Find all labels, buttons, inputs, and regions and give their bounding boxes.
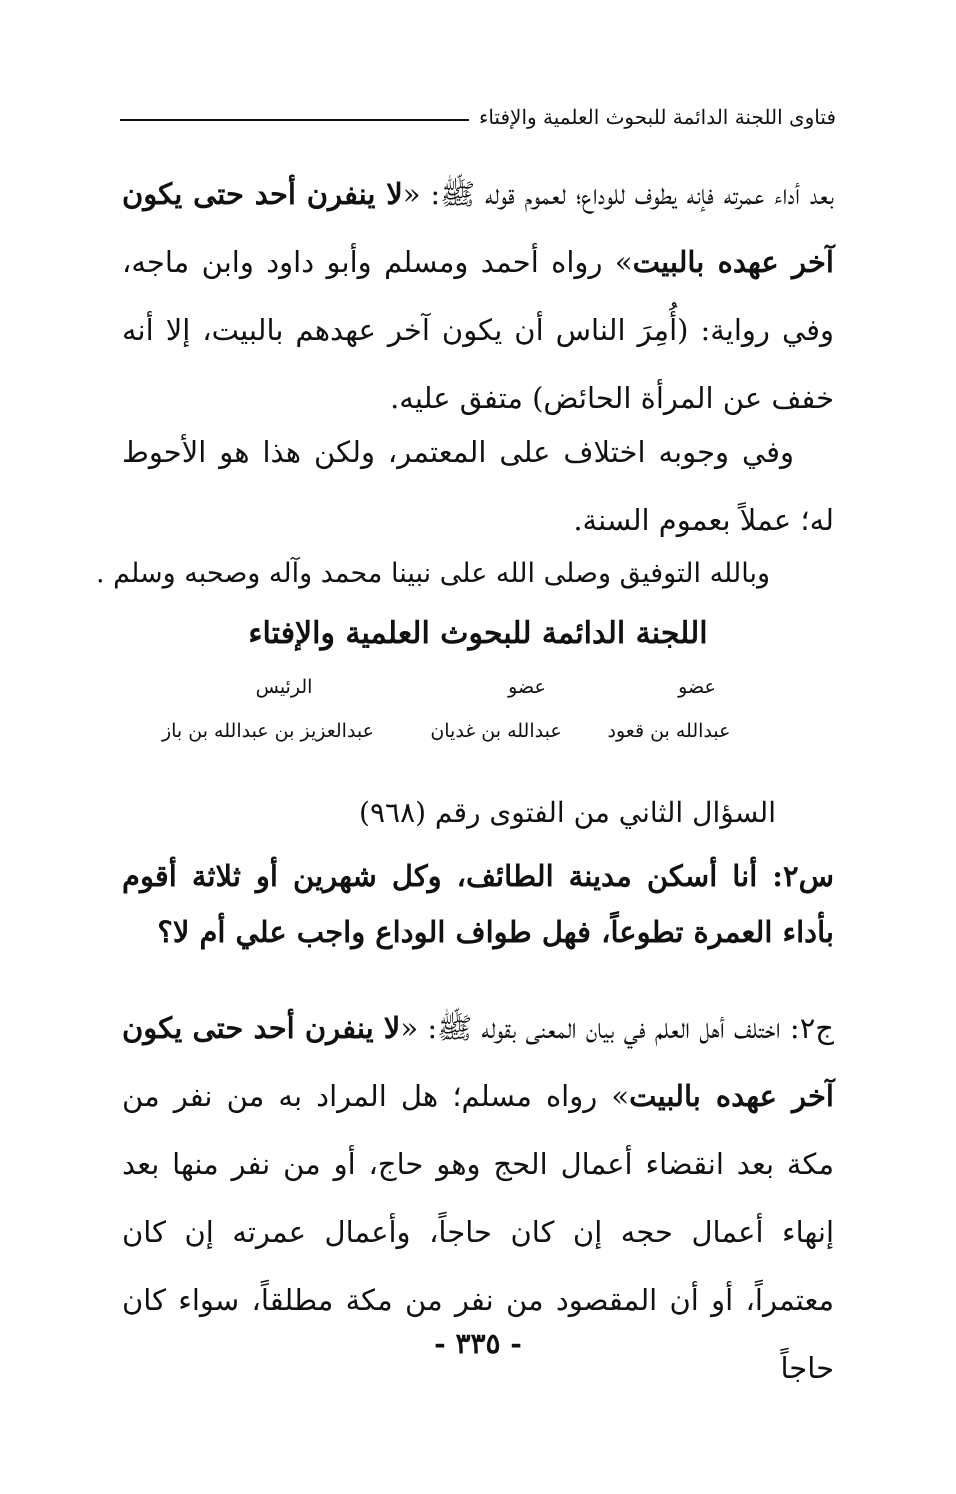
signatory-name: عبدالله بن غديان: [430, 720, 562, 742]
signatory-role: عضو: [508, 676, 546, 698]
closing-prayer: وبالله التوفيق وصلى الله على نبينا محمد وآله وصحبه وسلم .: [95, 558, 770, 589]
paragraph-text: بعد أداء عمرته فإنه يطوف للوداع؛ لعموم قوله ﷺ: «: [402, 177, 834, 211]
committee-name: اللجنة الدائمة للبحوث العلمية والإفتاء: [248, 616, 708, 651]
hadith-quote: لا ينفرن أحد حتى يكون آخر عهده بالبيت: [122, 1011, 834, 1113]
signatory-role: عضو: [678, 676, 716, 698]
signatory-name: عبدالله بن قعود: [607, 720, 731, 742]
running-header: [120, 100, 836, 134]
page-number: - ٣٣٥ -: [434, 1327, 522, 1360]
paragraph-text: » رواه أحمد ومسلم وأبو داود وابن ماجه، وفي رواية: (أُمِرَ الناس أن يكون آخر عهدهم بالبيت، إلا أنه خفف عن المرأة الحائض) متفق عليه.: [122, 245, 834, 415]
answer-text-part: ج٢: اختلف أهل العلم في بيان المعنى بقوله ﷺ: «: [400, 1011, 834, 1045]
paragraph-caution: وفي وجوبه اختلاف على المعتمر، ولكن هذا هو الأحوط له؛ عملاً بعموم السنة.: [122, 435, 834, 537]
answer-text-part: » رواه مسلم؛ هل المراد به من نفر من مكة بعد انقضاء أعمال الحج وهو حاج، أو من نفر منها بعد إنهاء أعمال حجه إن كان حاجاً، وأعمال عمرته إن كان معتمراً، أو أن المقصود من نفر من مكة مطلقاً، سواء كان حاجاً: [122, 1079, 834, 1385]
question-reference: السؤال الثاني من الفتوى رقم (٩٦٨): [359, 796, 776, 829]
signatory-role: الرئيس: [255, 676, 313, 698]
running-title: فتاوى اللجنة الدائمة للبحوث العلمية والإفتاء: [478, 105, 836, 129]
paragraph-previous-fatwa: [122, 160, 834, 432]
hadith-quote: لا ينفرن أحد حتى يكون آخر عهده بالبيت: [122, 177, 834, 279]
header-rule: [120, 119, 469, 121]
question-text: س٢: أنا أسكن مدينة الطائف، وكل شهرين أو ثلاثة أقوم بأداء العمرة تطوعاً، فهل طواف الوداع واجب علي أم لا؟: [122, 859, 834, 949]
signatory-name: عبدالعزيز بن عبدالله بن باز: [161, 720, 375, 742]
